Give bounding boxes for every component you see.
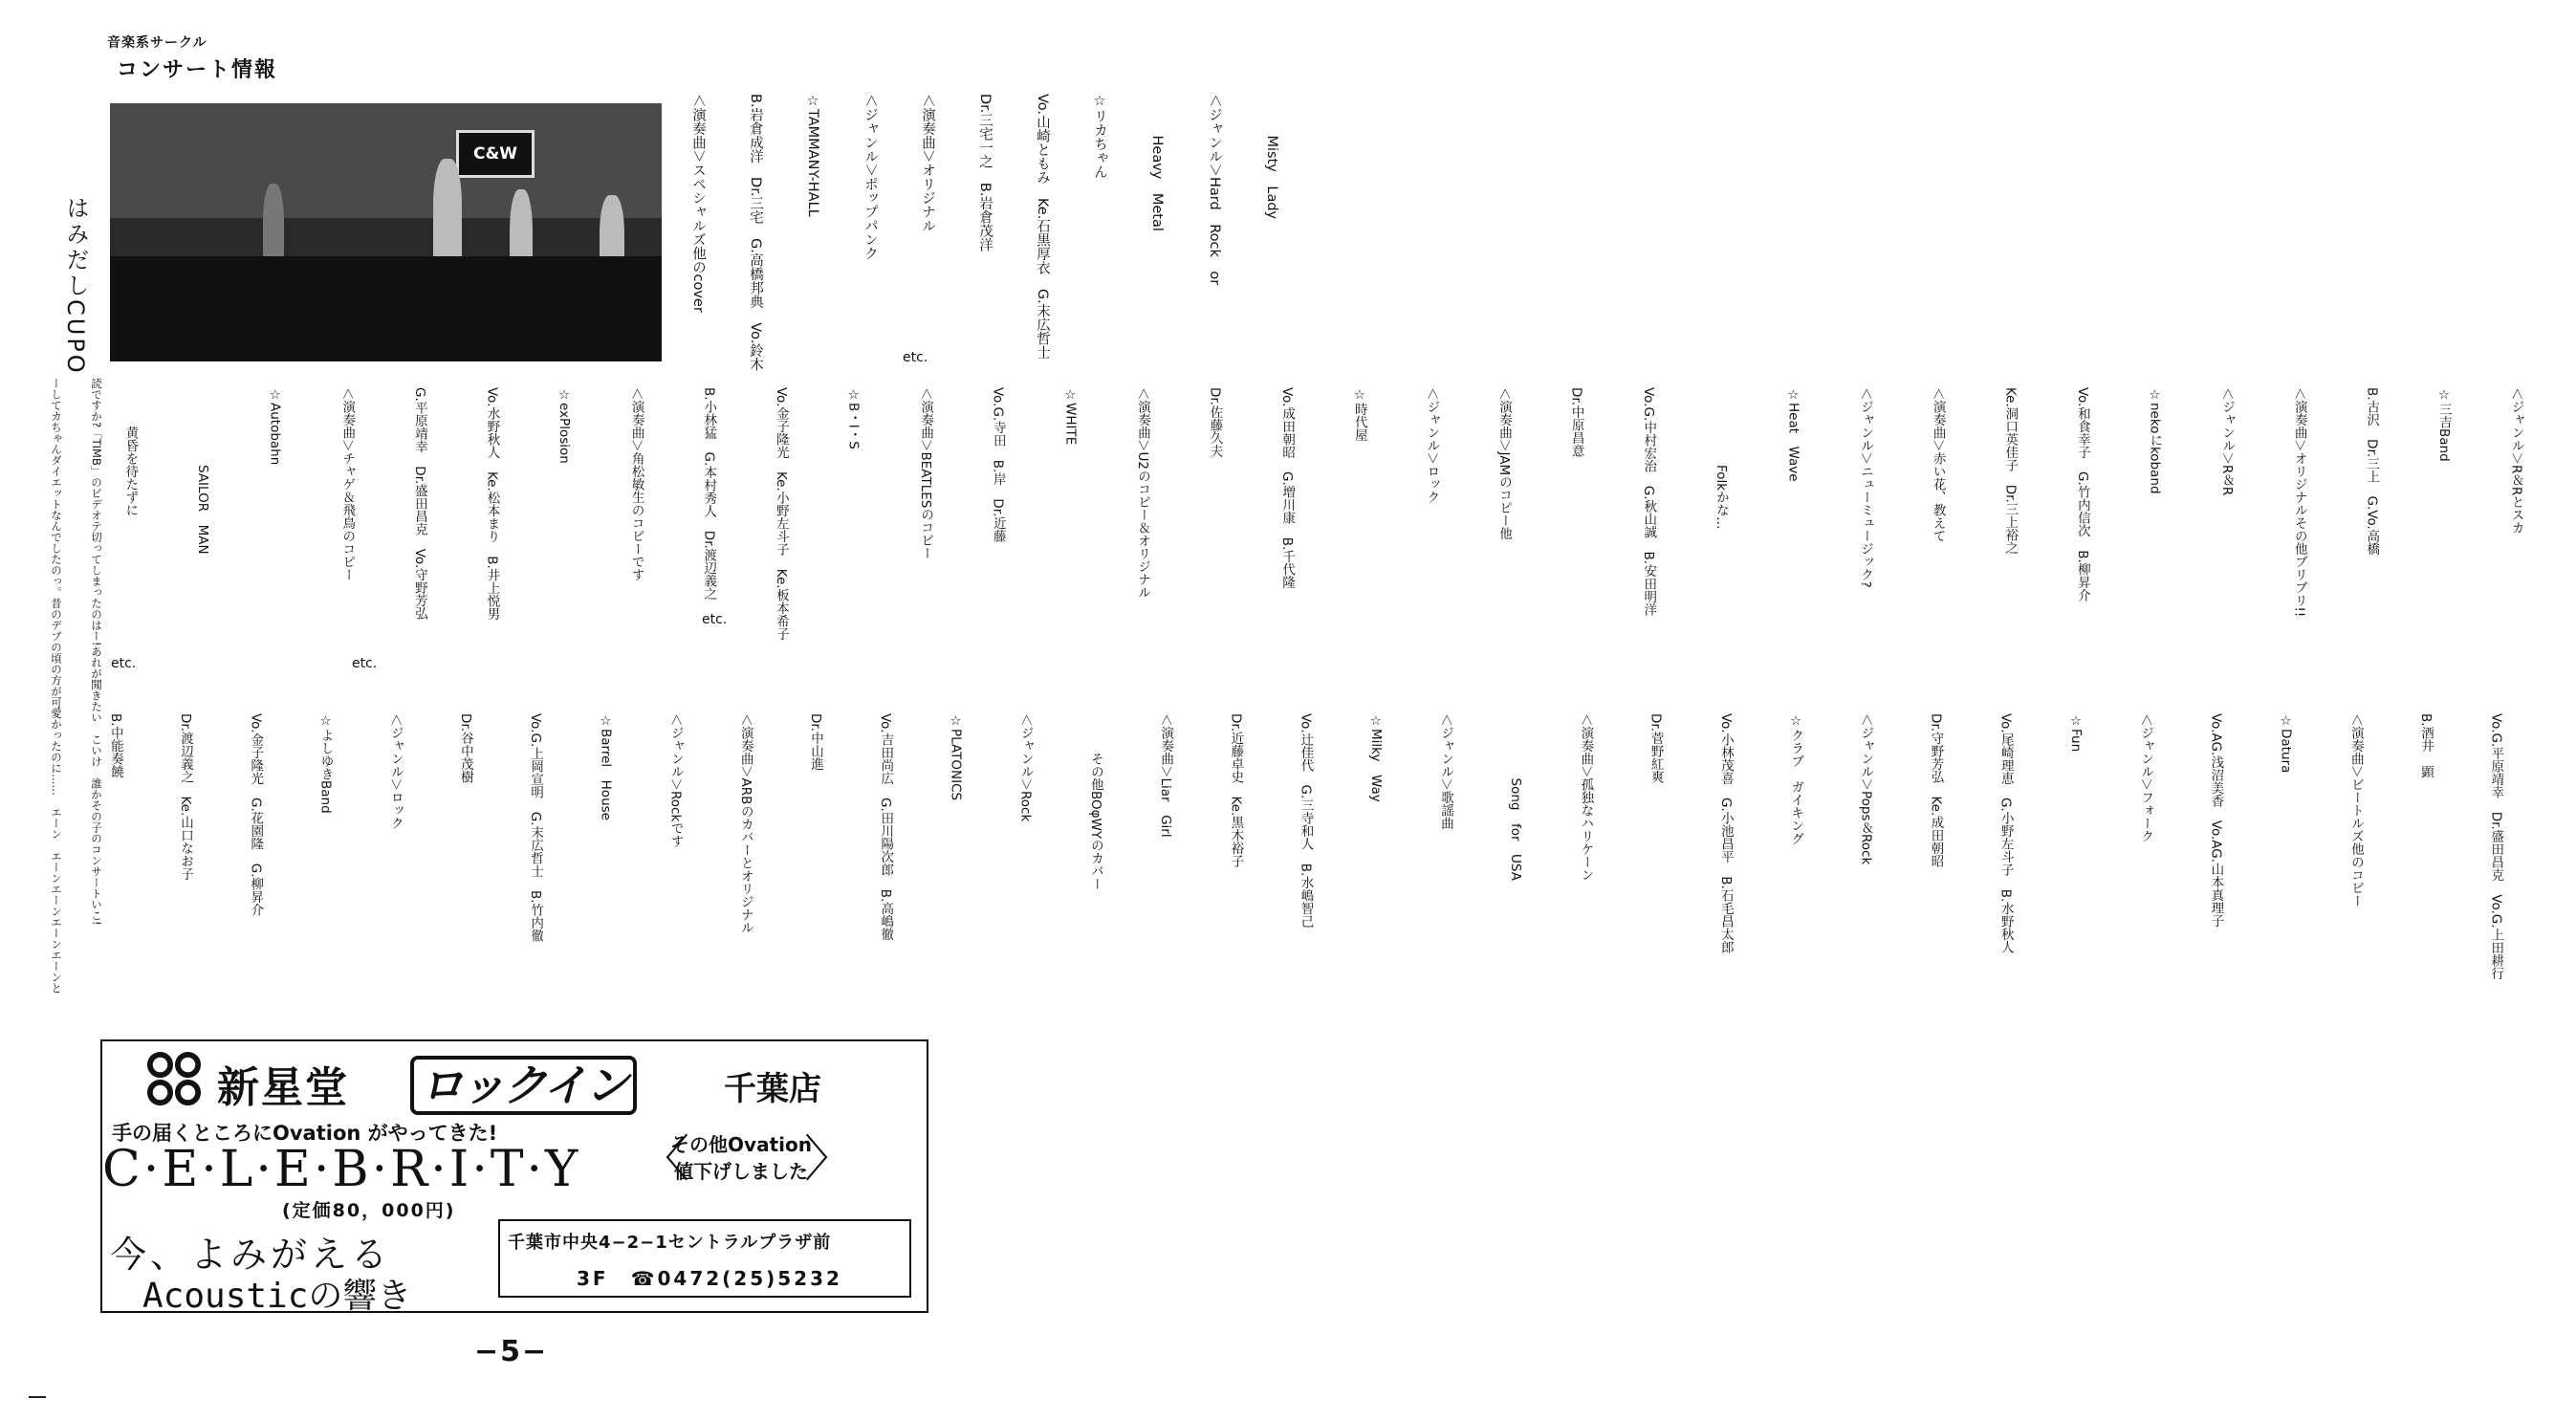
line: ＜ジャンル＞歌謡曲 [1437, 713, 1453, 830]
line: ＜演奏曲＞赤い花、教えて [1930, 387, 1946, 542]
line: Dr.三宅一之 B.岩倉茂洋 [977, 94, 993, 252]
line: G.平原靖幸 Dr.盛田昌克 Vo.守野芳弘 [411, 387, 427, 621]
line: ＜ジャンル＞Pops＆Rock [1858, 713, 1874, 865]
line: ＜ジャンル＞Rockです [667, 713, 684, 848]
other-line: 値下げしました [674, 1160, 808, 1183]
line: Vo.尾崎理恵 G.小野左斗子 B.水野秋人 [1997, 713, 2014, 954]
line: Vo.G.上岡宣明 G.末広哲士 B.竹内徹 [528, 713, 544, 943]
line: Dr.中山進 [808, 713, 823, 771]
address-box [498, 1219, 911, 1298]
etc-note: etc. [702, 612, 728, 627]
band-name: ☆Barrel House [598, 713, 614, 820]
line: ＜ジャンル＞ポップパンク [862, 94, 878, 260]
advertisement [100, 1039, 928, 1316]
line: ＜演奏曲＞ビートルズ他のコピー [2347, 713, 2364, 907]
line: Vo.水野秋人 Ke.松本まり B.井上悦男 [484, 387, 500, 621]
page-title: コンサート情報 [117, 58, 278, 82]
line: ＜ジャンル＞ニューミュージック? [1858, 387, 1874, 588]
price: (定価80，000円) [282, 1200, 456, 1221]
middle-listing [94, 387, 2576, 684]
line: Dr.渡辺義之 Ke.山口なお子 [178, 713, 194, 881]
line: ＜ジャンル＞ロック [387, 713, 404, 830]
line: Ke.洞口英佳子 Dr.三上裕之 [2002, 387, 2019, 555]
margin-mark [29, 1396, 46, 1398]
line: ＜演奏曲＞オリジナル [920, 94, 935, 232]
band-name: ☆Fun [2067, 713, 2084, 753]
band-name: ☆Datura [2278, 713, 2294, 774]
band-name: ☆Heat Wave [1785, 387, 1801, 482]
line: SAILOR MAN [195, 387, 211, 555]
line: Vo.辻佳代 G.三寺和人 B.水嶋智己 [1298, 713, 1314, 929]
etc-note: etc. [111, 656, 137, 671]
line: ＜演奏曲＞U2のコピー＆オリジナル [1134, 387, 1150, 599]
line: Dr.谷中茂樹 [457, 713, 473, 783]
line: Folkかな… [1713, 387, 1729, 530]
phone: 3F ☎0472(25)5232 [577, 1267, 842, 1290]
line: ＜演奏曲＞ARBのカバーとオリジナル [737, 713, 753, 934]
line: Dr.菅野紅爽 [1648, 713, 1664, 783]
line: Vo.山崎ともみ Ke.石黒厚衣 G.末広哲士 [1035, 94, 1050, 360]
line: ＜ジャンル＞ロック [1424, 387, 1440, 504]
line: 黄昏を待たずに [122, 387, 139, 516]
sidebar-title: はみだしCUPO [62, 196, 89, 376]
band-name: ☆三吉Band [2435, 387, 2452, 462]
band-name: ☆クラブ ガイキング [1788, 713, 1804, 845]
other-ovation-note [640, 1131, 854, 1189]
line: ＜演奏曲＞BEATLESのコピー [918, 387, 934, 560]
line: Dr.中原昌意 [1568, 387, 1584, 457]
line: Misty Lady [1264, 94, 1279, 220]
line: B.酒井 顕 [2418, 713, 2434, 778]
line: Heavy Metal [1149, 94, 1165, 231]
stage-sign: C&W [456, 130, 535, 178]
line: Dr.守野芳弘 Ke.成田朝昭 [1928, 713, 1944, 868]
band-name: ☆リカちゃん [1092, 94, 1107, 179]
line: Vo.吉田尚広 G.田川陽次郎 B.高嶋徹 [878, 713, 894, 941]
line: ＜ジャンル＞Hard Rock or [1207, 94, 1222, 286]
line: Vo.金子隆光 G.花園隆 G.柳昇介 [248, 713, 264, 917]
line: ＜ジャンル＞R＆Rとスカ [2508, 387, 2524, 535]
bracket-left-icon: 〈 [640, 1131, 690, 1189]
upper-listing [669, 94, 1320, 381]
line: B.中能奏饒 [107, 713, 123, 778]
line: その他BOφWYのカバー [1087, 713, 1103, 891]
line: Vo.G.中村宏治 G.秋山誠 B.安田明洋 [1641, 387, 1657, 617]
store-logo-icon [146, 1051, 202, 1106]
rock-in-logo [410, 1051, 716, 1111]
line: ＜演奏曲＞スペシャルズ他のcover [690, 94, 706, 313]
band-name: ☆時代屋 [1351, 387, 1367, 442]
rock-in-text: ロックイン [410, 1056, 637, 1115]
line: Dr.佐藤久夫 [1207, 387, 1223, 457]
line: Vo.AG.浅沼美香 Vo.AG.山本真理子 [2208, 713, 2224, 928]
line: ＜演奏曲＞JAMのコピー他 [1495, 387, 1512, 540]
ad-tagline: 手の届くところにOvation がやってきた! [112, 1122, 498, 1145]
line: Vo.G.平原靖幸 Dr.盛田昌克 Vo.G.上田耕行 [2488, 713, 2504, 980]
band-name: ☆exPlosion [557, 387, 573, 464]
sidebar-line: 読ですか?「TIMB」のビデオテ切ってしまったのはー!あれが聞きたい こいけ 誰かその子のコンサートいこ! [90, 378, 103, 926]
line: ＜ジャンル＞R＆R [2219, 387, 2236, 496]
line: Song for USA [1508, 713, 1524, 881]
band-name: ☆Autobahn [267, 387, 283, 466]
band-name: ☆WHITE [1062, 387, 1079, 446]
band-name: ☆B・I・S [845, 387, 862, 449]
line: ＜演奏曲＞オリジナルその他ブリブリ!! [2291, 387, 2307, 618]
bracket-right-icon: 〉 [803, 1131, 854, 1189]
line: Vo.成田朝昭 G.増川康 B.千代隆 [1279, 387, 1296, 589]
store-name: 新星堂 [217, 1063, 349, 1112]
ad-subheadline: Acousticの響き [142, 1277, 412, 1316]
line: ＜演奏曲＞チャゲ＆飛鳥のコピー [339, 387, 356, 581]
line: Dr.近藤卓史 Ke.黒木裕子 [1228, 713, 1244, 868]
line: B.岩倉成洋 Dr.三宅 G.高橋邦典 Vo.鈴木 [748, 94, 763, 372]
sidebar-line: ーしてカちゃんダイエットなんでしたのっ。昔のデブの頃の方が可愛かったのに…… エーン エーンエーンエーンエーンと [50, 378, 63, 994]
circle-category: 音楽系サークル [107, 35, 207, 51]
line: Vo.和食幸子 G.竹内信次 B.柳昇介 [2074, 387, 2090, 602]
line: Vo.G.寺田 B.岸 Dr.近藤 [990, 387, 1006, 543]
line: Vo.金子隆光 Ke.小野左斗子 Ke.板本希子 [773, 387, 789, 641]
line: ＜ジャンル＞Rock [1017, 713, 1034, 822]
line: Vo.小林茂喜 G.小池昌平 B.石毛昌太郎 [1717, 713, 1734, 954]
line: ＜ジャンル＞フォーク [2138, 713, 2154, 842]
line: ＜演奏曲＞角松敏生のコピーです [628, 387, 644, 581]
line: ＜演奏曲＞孤独なハリケーン [1578, 713, 1594, 882]
line: B.小林猛 G.本村秀人 Dr.渡辺義之 [701, 387, 717, 601]
band-name: ☆nekoにkoband [2147, 387, 2163, 494]
branch-name: 千葉店 [724, 1070, 821, 1108]
address: 千葉市中央4−2−1セントラルプラザ前 [508, 1233, 832, 1253]
etc-note: etc. [903, 350, 928, 365]
band-name: ☆Milky Way [1367, 713, 1384, 802]
guitar-model: C·E·L·E·B·R·I·T·Y [102, 1141, 581, 1198]
ad-headline: 今、よみがえる [110, 1234, 392, 1276]
band-name: ☆TAMMANY-HALL [805, 94, 820, 217]
page-number: −5− [474, 1335, 549, 1368]
lower-listing [80, 713, 2554, 1019]
line: B.古沢 Dr.三上 G.Vo.高橋 [2364, 387, 2380, 556]
other-line: その他Ovation [670, 1133, 812, 1156]
line: ＜演奏曲＞Liar Girl [1158, 713, 1174, 838]
etc-note: etc. [352, 656, 378, 671]
concert-photo [110, 103, 662, 361]
band-name: ☆よしゆきBand [317, 713, 334, 814]
band-name: ☆PLATONICS [948, 713, 964, 801]
